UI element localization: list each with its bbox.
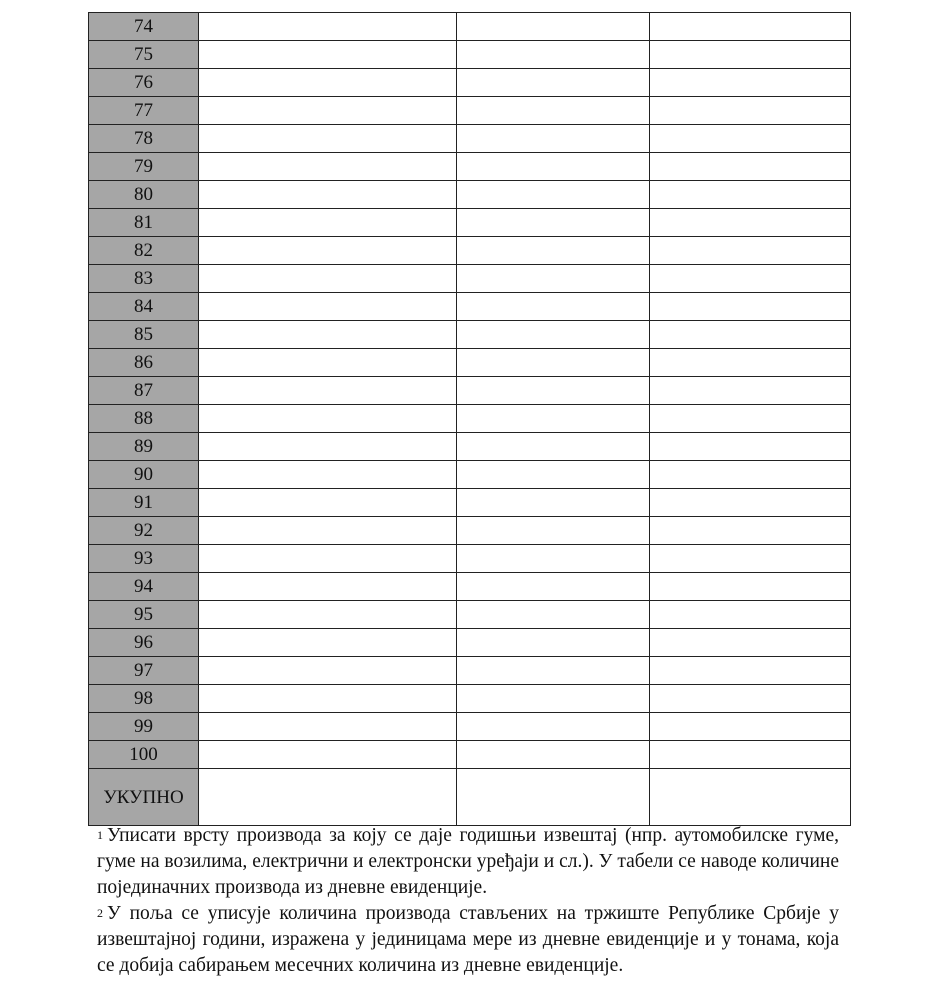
quantity-tons-cell[interactable] [650, 209, 851, 237]
quantity-unit-cell[interactable] [457, 769, 650, 826]
product-cell[interactable] [199, 601, 457, 629]
table-row [89, 517, 851, 545]
table-row [89, 377, 851, 405]
row-number: 99 [89, 713, 199, 741]
quantity-tons-cell[interactable] [650, 125, 851, 153]
product-cell[interactable] [199, 377, 457, 405]
product-cell[interactable] [199, 97, 457, 125]
quantity-unit-cell[interactable] [457, 293, 650, 321]
table-row [89, 685, 851, 713]
table-row [89, 573, 851, 601]
row-number: 77 [89, 97, 199, 125]
quantity-unit-cell[interactable] [457, 433, 650, 461]
quantity-unit-cell[interactable] [457, 657, 650, 685]
table-row [89, 657, 851, 685]
table-row [89, 405, 851, 433]
row-number: 84 [89, 293, 199, 321]
row-number: 86 [89, 349, 199, 377]
footnote-2 [97, 901, 839, 979]
product-cell[interactable] [199, 69, 457, 97]
table-row [89, 601, 851, 629]
quantity-tons-cell[interactable] [650, 13, 851, 41]
product-cell[interactable] [199, 405, 457, 433]
quantity-unit-cell[interactable] [457, 461, 650, 489]
table-row [89, 13, 851, 41]
product-cell[interactable] [199, 265, 457, 293]
quantity-tons-cell[interactable] [650, 377, 851, 405]
row-number: 98 [89, 685, 199, 713]
row-number: 92 [89, 517, 199, 545]
quantity-unit-cell[interactable] [457, 97, 650, 125]
row-number: 90 [89, 461, 199, 489]
quantity-tons-cell[interactable] [650, 181, 851, 209]
product-cell[interactable] [199, 517, 457, 545]
table-row [89, 489, 851, 517]
row-number: 100 [89, 741, 199, 769]
quantity-tons-cell[interactable] [650, 489, 851, 517]
product-cell[interactable] [199, 545, 457, 573]
footnote-text: У поља се уписује количина производа стављених на тржиште Републике Србије у извештајној години, изражена у јединицама мере из дневне евиденције и у тонама, која се добија сабирањем месечних количина из дневне евиденције. [97, 903, 839, 976]
product-cell[interactable] [199, 741, 457, 769]
product-cell[interactable] [199, 321, 457, 349]
row-number: 74 [89, 13, 199, 41]
quantity-unit-cell[interactable] [457, 741, 650, 769]
product-cell[interactable] [199, 769, 457, 826]
row-number: 93 [89, 545, 199, 573]
quantity-tons-cell[interactable] [650, 629, 851, 657]
quantity-unit-cell[interactable] [457, 41, 650, 69]
product-cell[interactable] [199, 41, 457, 69]
table-row [89, 713, 851, 741]
quantity-unit-cell[interactable] [457, 237, 650, 265]
quantity-tons-cell[interactable] [650, 41, 851, 69]
quantity-unit-cell[interactable] [457, 573, 650, 601]
product-quantity-table [88, 12, 851, 826]
product-cell[interactable] [199, 293, 457, 321]
quantity-unit-cell[interactable] [457, 601, 650, 629]
quantity-tons-cell[interactable] [650, 461, 851, 489]
quantity-tons-cell[interactable] [650, 769, 851, 826]
footnote-text: Уписати врсту производа за коју се даје годишњи извештај (нпр. аутомобилске гуме, гуме на возилима, електрични и електронски уређаји и сл.). У табели се наводе количине појединачних производа из дневне евиденције. [97, 825, 839, 898]
total-row [89, 769, 851, 826]
quantity-tons-cell[interactable] [650, 265, 851, 293]
quantity-tons-cell[interactable] [650, 405, 851, 433]
row-number: 96 [89, 629, 199, 657]
product-cell[interactable] [199, 685, 457, 713]
table-row [89, 545, 851, 573]
product-cell[interactable] [199, 125, 457, 153]
footnotes [97, 823, 839, 979]
product-cell[interactable] [199, 573, 457, 601]
footnote-mark: 2 [97, 906, 103, 920]
quantity-tons-cell[interactable] [650, 237, 851, 265]
product-cell[interactable] [199, 461, 457, 489]
quantity-tons-cell[interactable] [650, 657, 851, 685]
product-cell[interactable] [199, 489, 457, 517]
quantity-unit-cell[interactable] [457, 517, 650, 545]
quantity-unit-cell[interactable] [457, 265, 650, 293]
footnote-1 [97, 823, 839, 901]
table-row [89, 293, 851, 321]
quantity-unit-cell[interactable] [457, 377, 650, 405]
quantity-tons-cell[interactable] [650, 741, 851, 769]
table-row [89, 265, 851, 293]
quantity-unit-cell[interactable] [457, 13, 650, 41]
row-number: 91 [89, 489, 199, 517]
table-row [89, 69, 851, 97]
row-number: 89 [89, 433, 199, 461]
quantity-tons-cell[interactable] [650, 545, 851, 573]
quantity-unit-cell[interactable] [457, 713, 650, 741]
quantity-tons-cell[interactable] [650, 433, 851, 461]
quantity-unit-cell[interactable] [457, 181, 650, 209]
quantity-tons-cell[interactable] [650, 153, 851, 181]
quantity-tons-cell[interactable] [650, 321, 851, 349]
quantity-unit-cell[interactable] [457, 489, 650, 517]
row-number: 85 [89, 321, 199, 349]
product-cell[interactable] [199, 153, 457, 181]
table-row [89, 629, 851, 657]
row-number: 78 [89, 125, 199, 153]
footnote-mark: 1 [97, 828, 103, 842]
quantity-tons-cell[interactable] [650, 293, 851, 321]
quantity-unit-cell[interactable] [457, 69, 650, 97]
table-row [89, 125, 851, 153]
quantity-unit-cell[interactable] [457, 545, 650, 573]
quantity-tons-cell[interactable] [650, 349, 851, 377]
row-number: 88 [89, 405, 199, 433]
quantity-tons-cell[interactable] [650, 517, 851, 545]
row-number: 97 [89, 657, 199, 685]
product-cell[interactable] [199, 713, 457, 741]
row-number: 79 [89, 153, 199, 181]
quantity-unit-cell[interactable] [457, 153, 650, 181]
product-cell[interactable] [199, 181, 457, 209]
quantity-unit-cell[interactable] [457, 321, 650, 349]
product-cell[interactable] [199, 657, 457, 685]
row-number: 94 [89, 573, 199, 601]
row-number: 87 [89, 377, 199, 405]
product-cell[interactable] [199, 349, 457, 377]
product-cell[interactable] [199, 433, 457, 461]
table-row [89, 209, 851, 237]
table-row [89, 41, 851, 69]
quantity-tons-cell[interactable] [650, 69, 851, 97]
table-row [89, 321, 851, 349]
quantity-unit-cell[interactable] [457, 349, 650, 377]
quantity-unit-cell[interactable] [457, 629, 650, 657]
product-cell[interactable] [199, 629, 457, 657]
row-number: 83 [89, 265, 199, 293]
table-row [89, 349, 851, 377]
table-row [89, 181, 851, 209]
quantity-unit-cell[interactable] [457, 405, 650, 433]
table-row [89, 741, 851, 769]
quantity-unit-cell[interactable] [457, 125, 650, 153]
quantity-unit-cell[interactable] [457, 685, 650, 713]
row-number: 75 [89, 41, 199, 69]
product-cell[interactable] [199, 209, 457, 237]
quantity-unit-cell[interactable] [457, 209, 650, 237]
product-cell[interactable] [199, 13, 457, 41]
table-row [89, 237, 851, 265]
table-row [89, 153, 851, 181]
row-number: 76 [89, 69, 199, 97]
table-row [89, 97, 851, 125]
quantity-tons-cell[interactable] [650, 601, 851, 629]
table-row [89, 433, 851, 461]
row-number: 95 [89, 601, 199, 629]
quantity-tons-cell[interactable] [650, 573, 851, 601]
row-number: 80 [89, 181, 199, 209]
product-cell[interactable] [199, 237, 457, 265]
total-label: УКУПНО [89, 769, 199, 826]
quantity-tons-cell[interactable] [650, 713, 851, 741]
quantity-tons-cell[interactable] [650, 685, 851, 713]
row-number: 81 [89, 209, 199, 237]
table-row [89, 461, 851, 489]
row-number: 82 [89, 237, 199, 265]
quantity-tons-cell[interactable] [650, 97, 851, 125]
